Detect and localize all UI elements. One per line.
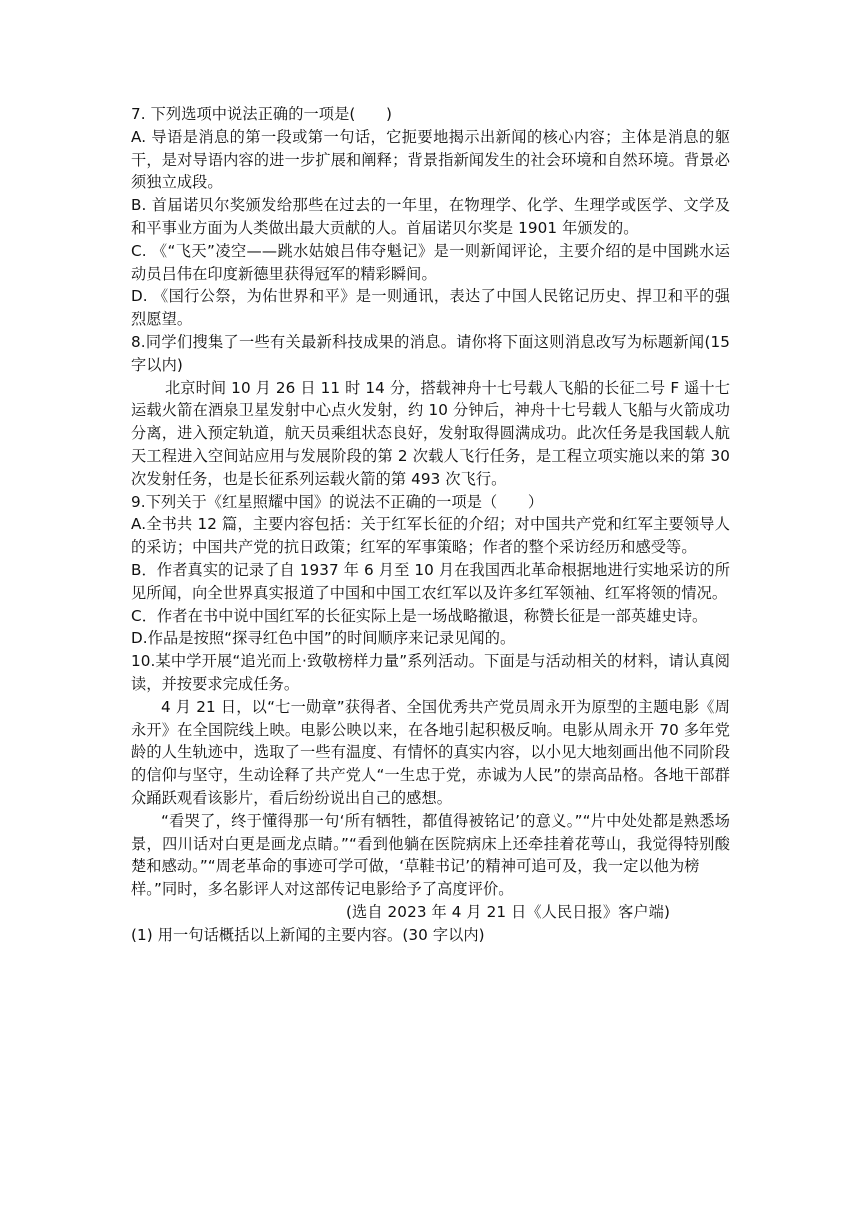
question-9-option-c: C．作者在书中说中国红军的长征实际上是一场战略撤退，称赞长征是一部英雄史诗。 bbox=[131, 606, 708, 625]
question-9-option-b: B．作者真实的记录了自 1937 年 6 月至 10 月在我国西北革命根据地进行实地采访的所见所闻，向全世界真实报道了中国和中国工农红军以及许多红军领袖、红军将领的情况。 bbox=[131, 560, 730, 602]
question-9-option-d: D.作品是按照“探寻红色中国”的时间顺序来记录见闻的。 bbox=[131, 629, 516, 648]
question-7-option-b: B. 首届诺贝尔奖颁发给那些在过去的一年里，在物理学、化学、生理学或医学、文学及和平事业方面为人类做出最大贡献的人。首届诺贝尔奖是 1901 年颁发的。 bbox=[131, 196, 730, 237]
question-10-paragraph-2: “看哭了，终于懂得那一句‘所有牺牲，都值得被铭记’的意义。”“片中处处都是熟悉场景，四川话对白更是画龙点睛。”“看到他躺在医院病床上还牵挂着花萼山，我觉得特别酸楚和感动。”“周老革命的事迹可学可做，‘草鞋书记’的精神可追可及，我一定以他为榜 bbox=[131, 811, 730, 876]
question-9-option-a: A.全书共 12 篇，主要内容包括：关于红军长征的介绍；对中国共产党和红军主要领导人的采访；中国共产党的抗日政策；红军的军事策略；作者的整个采访经历和感受等。 bbox=[131, 515, 730, 557]
question-8-passage: 北京时间 10 月 26 日 11 时 14 分，搭载神舟十七号载人飞船的长征二号 F 遥十七运载火箭在酒泉卫星发射中心点火发射，约 10 分钟后，神舟十七号载人飞船与火箭成功分离，进入预定轨道，航天员乘组状态良好，发射取得圆满成功。此次任务是我国载人航天工程进入空间站应用与发展阶段的第 2 次载人飞行任务，是工程立项实施以来的第 30 次发射任务，也是长征系列运载火箭的第 493 次飞行。 bbox=[131, 378, 730, 488]
question-7-option-d: D. 《国行公祭，为佑世界和平》是一则通讯，表达了中国人民铭记历史、捍卫和平的强烈愿望。 bbox=[131, 287, 730, 329]
question-10-paragraph-2-end: 样。”同时，多名影评人对这部传记电影给予了高度评价。 bbox=[131, 880, 514, 899]
question-10-paragraph-1: 4 月 21 日，以“七一勋章”获得者、全国优秀共产党员周永开为原型的主题电影《周永开》在全国院线上映。电影公映以来，在各地引起积极反响。电影从周永开 70 多年党龄的人生轨迹中，选取了一些有温度、有情怀的真实内容，以小见大地刻画出他不同阶段的信仰与坚守，生动诠释了共产党人“一生忠于党，赤诚为人民”的崇高品格。各地干部群众踊跃观看该影片，看后纷纷说出自己的感想。 bbox=[131, 697, 730, 807]
question-10-subquestion-1: (1) 用一句话概括以上新闻的主要内容。(30 字以内) bbox=[131, 925, 485, 944]
question-8-stem: 8.同学们搜集了一些有关最新科技成果的消息。请你将下面这则消息改写为标题新闻(15 字以内) bbox=[131, 332, 730, 374]
question-7-option-a: A. 导语是消息的第一段或第一句话，它扼要地揭示出新闻的核心内容；主体是消息的躯干，是对导语内容的进一步扩展和阐释；背景指新闻发生的社会环境和自然环境。背景必须独立成段。 bbox=[131, 127, 730, 192]
question-9-stem: 9.下列关于《红星照耀中国》的说法不正确的一项是（ ） bbox=[131, 492, 544, 511]
question-10-source: (选自 2023 年 4 月 21 日《人民日报》客户端) bbox=[346, 902, 670, 921]
exam-page bbox=[131, 103, 730, 946]
question-7-option-c: C. 《“飞天”凌空——跳水姑娘吕伟夺魁记》是一则新闻评论，主要介绍的是中国跳水运动员吕伟在印度新德里获得冠军的精彩瞬间。 bbox=[131, 241, 730, 283]
question-10-stem: 10.某中学开展“追光而上·致敬榜样力量”系列活动。下面是与活动相关的材料，请认真阅读，并按要求完成任务。 bbox=[131, 652, 730, 693]
question-7-stem: 7. 下列选项中说法正确的一项是( ) bbox=[131, 105, 392, 123]
